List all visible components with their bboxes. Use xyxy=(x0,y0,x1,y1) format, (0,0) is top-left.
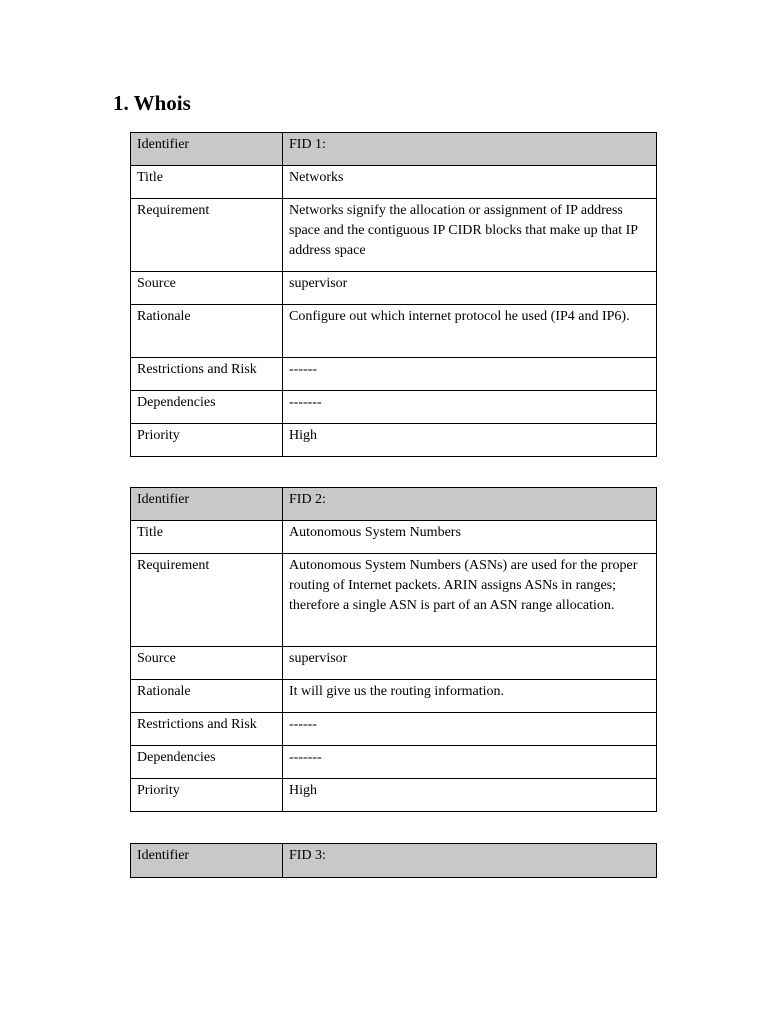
table-row xyxy=(131,521,657,554)
identifier-label: Identifier xyxy=(131,488,283,521)
row-label-priority: Priority xyxy=(131,779,283,812)
identifier-row xyxy=(131,488,657,521)
row-value-dependencies: ------- xyxy=(283,746,657,779)
identifier-label: Identifier xyxy=(131,844,283,878)
row-value-restrictions: ------ xyxy=(283,713,657,746)
identifier-row xyxy=(131,844,657,878)
row-value-title: Autonomous System Numbers xyxy=(283,521,657,554)
table-row xyxy=(131,713,657,746)
identifier-value: FID 3: xyxy=(283,844,657,878)
requirement-table-fid-2 xyxy=(130,487,657,812)
row-label-dependencies: Dependencies xyxy=(131,391,283,424)
row-value-source: supervisor xyxy=(283,272,657,305)
row-label-restrictions: Restrictions and Risk xyxy=(131,358,283,391)
row-value-rationale: It will give us the routing information. xyxy=(283,680,657,713)
row-value-rationale: Configure out which internet protocol he used (IP4 and IP6). xyxy=(283,305,657,358)
row-value-requirement: Networks signify the allocation or assignment of IP address space and the contiguous IP CIDR blocks that make up that IP address space xyxy=(283,199,657,272)
row-value-restrictions: ------ xyxy=(283,358,657,391)
row-label-requirement: Requirement xyxy=(131,554,283,647)
row-value-title: Networks xyxy=(283,166,657,199)
table-row xyxy=(131,199,657,272)
row-label-title: Title xyxy=(131,521,283,554)
row-label-source: Source xyxy=(131,272,283,305)
row-value-requirement: Autonomous System Numbers (ASNs) are used for the proper routing of Internet packets. ARIN assigns ASNs in ranges; therefore a single ASN is part of an ASN range allocation. xyxy=(283,554,657,647)
identifier-label: Identifier xyxy=(131,133,283,166)
row-value-priority: High xyxy=(283,779,657,812)
table-row xyxy=(131,358,657,391)
table-row xyxy=(131,554,657,647)
identifier-row xyxy=(131,133,657,166)
row-label-priority: Priority xyxy=(131,424,283,457)
table-row xyxy=(131,166,657,199)
row-label-source: Source xyxy=(131,647,283,680)
identifier-value: FID 2: xyxy=(283,488,657,521)
table-row xyxy=(131,272,657,305)
table-row xyxy=(131,391,657,424)
requirement-table-fid-3 xyxy=(130,843,657,878)
table-row xyxy=(131,424,657,457)
row-value-dependencies: ------- xyxy=(283,391,657,424)
table-row xyxy=(131,680,657,713)
table-row xyxy=(131,305,657,358)
row-label-restrictions: Restrictions and Risk xyxy=(131,713,283,746)
row-label-rationale: Rationale xyxy=(131,305,283,358)
table-row xyxy=(131,647,657,680)
identifier-value: FID 1: xyxy=(283,133,657,166)
row-value-source: supervisor xyxy=(283,647,657,680)
row-label-rationale: Rationale xyxy=(131,680,283,713)
row-label-dependencies: Dependencies xyxy=(131,746,283,779)
row-label-requirement: Requirement xyxy=(131,199,283,272)
row-value-priority: High xyxy=(283,424,657,457)
table-row xyxy=(131,746,657,779)
row-label-title: Title xyxy=(131,166,283,199)
table-row xyxy=(131,779,657,812)
section-heading: 1. Whois xyxy=(113,91,191,115)
requirement-table-fid-1 xyxy=(130,132,657,457)
